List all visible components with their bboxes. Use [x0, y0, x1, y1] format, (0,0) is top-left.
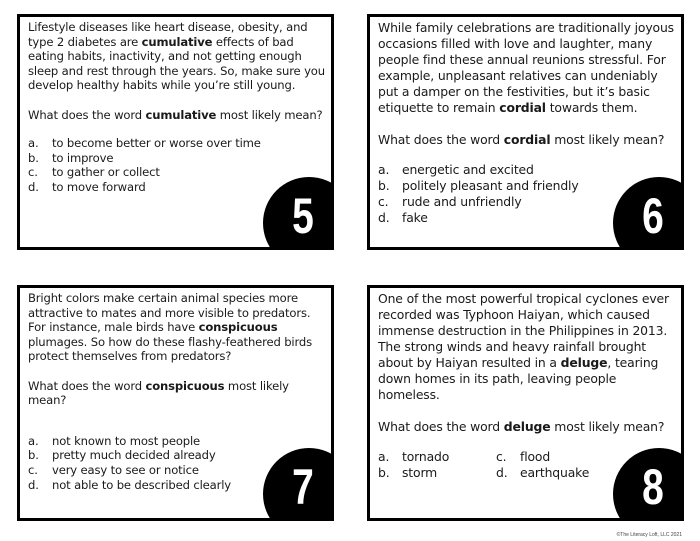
question — [28, 108, 325, 123]
question-text: What does the word — [28, 107, 146, 122]
vocab-word: conspicuous — [145, 378, 225, 393]
task-card-7 — [17, 285, 334, 521]
vocab-word: cordial — [499, 100, 546, 115]
question — [378, 132, 675, 148]
card-number: 6 — [642, 188, 664, 244]
question-text: most likely mean? — [216, 107, 323, 122]
choice-letter: d. — [28, 477, 39, 492]
card-number: 5 — [292, 188, 314, 244]
passage-text: , tearing down homes in its path, leaving people homeless. — [378, 355, 659, 402]
question-text: most likely mean? — [550, 419, 665, 434]
card-number: 8 — [642, 459, 664, 515]
task-card-5 — [17, 14, 334, 250]
choice-text: pretty much decided already — [52, 448, 216, 463]
choice-letter: a. — [378, 449, 390, 464]
question-text: most likely mean? — [550, 132, 665, 147]
choice-a — [28, 136, 325, 151]
choice-letter: b. — [28, 150, 39, 165]
vocab-word: cordial — [503, 132, 551, 147]
choice-letter: a. — [378, 162, 390, 177]
card-number: 7 — [292, 459, 314, 515]
choice-text: fake — [402, 210, 428, 225]
choice-b — [378, 465, 496, 481]
passage-text: Bright colors make certain animal species more attractive to mates and more visible to predators. For instance, male birds have — [28, 291, 311, 335]
choice-text: not known to most people — [52, 433, 201, 448]
question — [378, 419, 675, 435]
choice-letter: c. — [496, 449, 507, 464]
question-text: What does the word — [28, 378, 146, 393]
choice-a — [378, 162, 675, 178]
choice-text: earthquake — [520, 465, 590, 480]
choice-letter: a. — [28, 433, 39, 448]
choice-text: to become better or worse over time — [52, 136, 261, 151]
vocab-word: cumulative — [145, 107, 217, 122]
choice-text: tornado — [402, 449, 450, 464]
choice-text: to improve — [52, 150, 114, 165]
choice-text: to gather or collect — [52, 165, 160, 180]
passage-text: effects of bad eating habits, inactivity, and not getting enough sleep and rest through the years. So, make sure you develop healthy habits while you’re still young. — [28, 34, 325, 93]
passage-text: Lifestyle diseases like heart disease, obesity, and type 2 diabetes are — [28, 20, 308, 49]
choice-letter: d. — [28, 179, 39, 194]
passage-text: plumages. So how do these flashy-feathered birds protect themselves from predators? — [28, 334, 313, 364]
card-content — [28, 20, 325, 195]
passage-text: While family celebrations are traditionally joyous occasions filled with love and laughter, many people find these annual reunions stressful. For example, unpleasant relatives can undeniably put a damper on the festivities, but it’s basic etiquette to remain — [378, 20, 674, 115]
choice-letter: d. — [496, 465, 508, 480]
choice-letter: b. — [378, 178, 390, 193]
passage-text: One of the most powerful tropical cyclones ever recorded was Typhoon Haiyan, which caused immense destruction in the Philippines in 2013. The strong winds and heavy rainfall brought about by Haiyan resulted in a — [378, 291, 669, 370]
choice-text: very easy to see or notice — [52, 462, 199, 477]
passage-text: towards them. — [545, 100, 638, 115]
question-text: What does the word — [378, 132, 504, 147]
choice-letter: c. — [28, 462, 38, 477]
choice-text: politely pleasant and friendly — [402, 178, 579, 193]
choice-text: storm — [402, 465, 438, 480]
choice-letter: b. — [378, 465, 390, 480]
vocab-word: conspicuous — [198, 320, 278, 335]
choice-letter: d. — [378, 210, 390, 225]
choice-letter: c. — [378, 194, 389, 209]
task-card-6 — [367, 14, 684, 250]
choice-letter: b. — [28, 448, 39, 463]
vocab-word: deluge — [503, 419, 551, 434]
choice-letter: a. — [28, 136, 39, 151]
passage — [378, 20, 675, 116]
passage — [28, 20, 325, 93]
choice-text: not able to be described clearly — [52, 477, 231, 492]
task-card-8 — [367, 285, 684, 521]
choice-text: flood — [520, 449, 551, 464]
choice-text: energetic and excited — [402, 162, 534, 177]
choice-text: to move forward — [52, 179, 146, 194]
copyright-notice: ©The Literacy Loft, LLC 2021 — [616, 532, 682, 538]
choice-letter: c. — [28, 165, 38, 180]
vocab-word: cumulative — [141, 34, 213, 49]
question-text: What does the word — [378, 419, 504, 434]
question-text: most likely mean? — [28, 378, 289, 408]
question — [28, 379, 325, 408]
choice-c — [28, 165, 325, 180]
passage — [28, 291, 325, 364]
choice-text: rude and unfriendly — [402, 194, 522, 209]
vocab-word: deluge — [560, 355, 608, 370]
passage — [378, 291, 675, 403]
choice-a — [378, 449, 496, 465]
choice-b — [28, 151, 325, 166]
choice-a — [28, 434, 325, 449]
